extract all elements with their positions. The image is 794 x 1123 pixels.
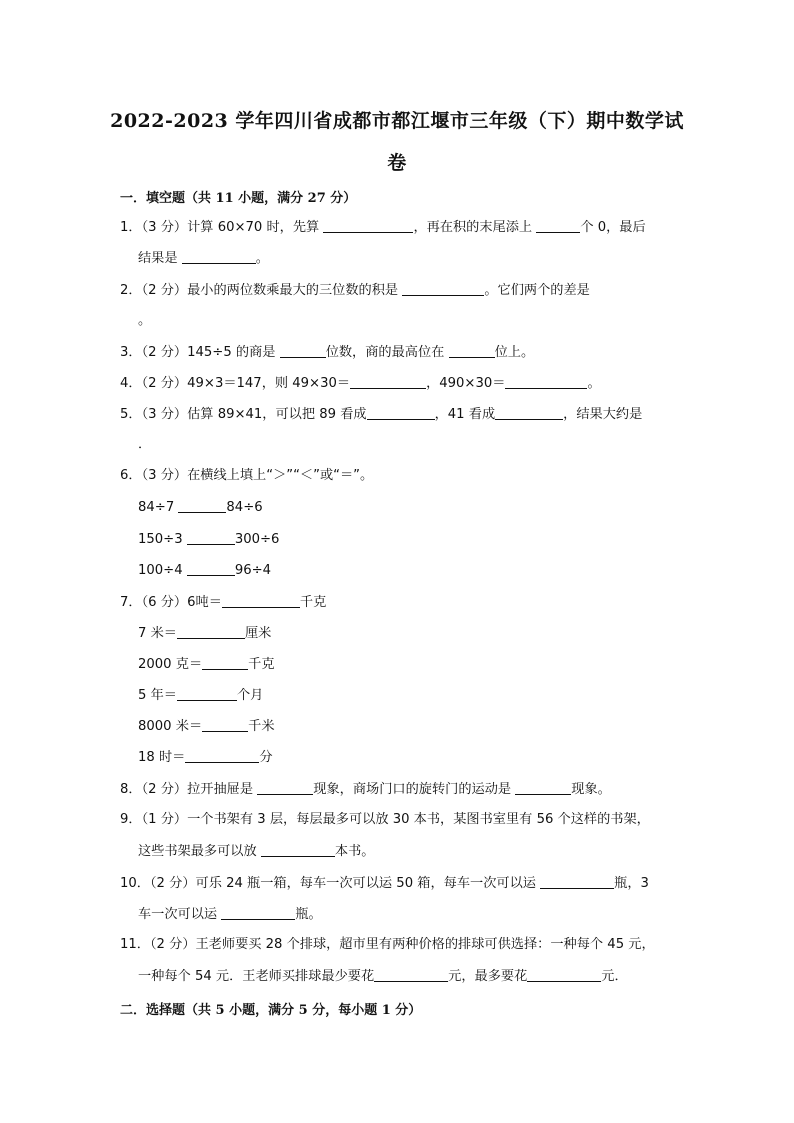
q4-blank-2[interactable] <box>505 374 587 389</box>
q10-blank-1[interactable] <box>540 874 614 889</box>
question-10-continued <box>138 905 322 924</box>
question-8 <box>120 780 611 799</box>
q7-row4-left: 8000 米＝ <box>138 719 203 734</box>
q5-text-a: 5．（3 分）估算 89×41，可以把 89 看成 <box>120 407 367 422</box>
q3-text-a: 3．（2 分）145÷5 的商是 <box>120 345 280 360</box>
question-2-continued: 。 <box>138 313 152 328</box>
q9-text-b: 这些书架最多可以放 <box>138 844 261 859</box>
q7-row5-right: 分 <box>259 750 273 765</box>
question-6-row-1 <box>138 498 263 517</box>
q6-row2-right: 300÷6 <box>234 532 280 547</box>
q6-row1-right: 84÷6 <box>226 500 263 515</box>
q6-blank-1[interactable] <box>178 498 226 513</box>
q7-row1-right: 厘米 <box>244 626 272 641</box>
q4-blank-1[interactable] <box>350 374 426 389</box>
q11-blank-2[interactable] <box>527 967 601 982</box>
q11-text-d: 元． <box>601 969 628 984</box>
question-9: 9．（1 分）一个书架有 3 层，每层最多可以放 30 本书，某图书室里有 56 个这样的书架， <box>120 812 650 827</box>
q7-row3-right: 个月 <box>236 688 264 703</box>
question-11-continued <box>138 967 628 986</box>
question-6-row-2 <box>138 530 279 549</box>
q6-row3-right: 96÷4 <box>234 563 272 578</box>
q5-blank-2[interactable] <box>495 405 563 420</box>
q7-row3-left: 5 年＝ <box>138 688 177 703</box>
q7-blank-1[interactable] <box>222 593 300 608</box>
question-7-row-1 <box>138 624 271 643</box>
q1-text-d: 结果是 <box>138 251 182 266</box>
q1-text-a: 1．（3 分）计算 60×70 时，先算 <box>120 220 324 235</box>
q10-text-b: 瓶，3 <box>614 876 649 891</box>
q10-text-c: 车一次可以运 <box>138 907 222 922</box>
question-1 <box>120 218 646 237</box>
q3-blank-1[interactable] <box>280 343 326 358</box>
q10-text-d: 瓶。 <box>295 907 322 922</box>
q8-text-a: 8．（2 分）拉开抽屉是 <box>120 782 258 797</box>
question-7 <box>120 593 326 612</box>
q7-row2-left: 2000 克＝ <box>138 657 203 672</box>
q7-row5-left: 18 时＝ <box>138 750 186 765</box>
question-4 <box>120 374 601 393</box>
question-11: 11．（2 分）王老师要买 28 个排球，超市里有两种价格的排球可供选择：一种每个 45 元， <box>120 937 655 952</box>
question-2 <box>120 281 590 300</box>
q6-row2-left: 150÷3 <box>138 532 187 547</box>
q9-text-c: 本书。 <box>334 844 375 859</box>
q10-blank-2[interactable] <box>221 905 295 920</box>
q11-blank-1[interactable] <box>374 967 448 982</box>
q3-text-b: 位数，商的最高位在 <box>325 345 449 360</box>
question-7-row-2 <box>138 655 275 674</box>
question-1-continued <box>138 249 269 268</box>
q1-text-e: 。 <box>255 251 269 266</box>
q7-text-a: 7．（6 分）6吨＝ <box>120 595 222 610</box>
question-6-row-3 <box>138 561 271 580</box>
q7-blank-2[interactable] <box>177 624 245 639</box>
q4-text-a: 4．（2 分）49×3＝147，则 49×30＝ <box>120 376 351 391</box>
q7-blank-4[interactable] <box>177 686 237 701</box>
section-heading-multiple-choice: 二．选择题（共 5 小题，满分 5 分，每小题 1 分） <box>120 1003 422 1018</box>
q1-text-c: 个 0，最后 <box>580 220 646 235</box>
q6-row3-left: 100÷4 <box>138 563 187 578</box>
q1-blank-2[interactable] <box>536 218 580 233</box>
page-title: 2022-2023 学年四川省成都市都江堰市三年级（下）期中数学试 <box>110 110 684 132</box>
q1-text-b: ，再在积的末尾添上 <box>413 220 537 235</box>
q7-blank-3[interactable] <box>202 655 248 670</box>
q3-text-c: 位上。 <box>494 345 535 360</box>
section-heading-fill-in: 一．填空题（共 11 小题，满分 27 分） <box>120 191 357 206</box>
question-3 <box>120 343 534 362</box>
q7-blank-6[interactable] <box>185 748 259 763</box>
q5-text-b: ，41 看成 <box>434 407 496 422</box>
q2-text-b: 。它们两个的差是 <box>484 283 590 298</box>
page-title-continued: 卷 <box>387 152 407 174</box>
q7-row1-left: 7 米＝ <box>138 626 177 641</box>
question-7-row-4 <box>138 717 275 736</box>
question-9-continued <box>138 842 374 861</box>
q9-blank-1[interactable] <box>261 842 335 857</box>
q5-blank-1[interactable] <box>367 405 435 420</box>
q1-blank-1[interactable] <box>323 218 413 233</box>
q1-blank-3[interactable] <box>182 249 256 264</box>
q7-blank-5[interactable] <box>202 717 248 732</box>
q8-blank-2[interactable] <box>515 780 571 795</box>
q2-text-a: 2．（2 分）最小的两位数乘最大的三位数的积是 <box>120 283 403 298</box>
question-7-row-3 <box>138 686 263 705</box>
q7-row4-right: 千米 <box>248 719 275 734</box>
q10-text-a: 10．（2 分）可乐 24 瓶一箱，每车一次可以运 50 箱，每车一次可以运 <box>120 876 541 891</box>
question-10 <box>120 874 649 893</box>
question-7-row-5 <box>138 748 273 767</box>
q2-blank-1[interactable] <box>402 281 484 296</box>
q8-text-c: 现象。 <box>571 782 611 797</box>
q6-blank-3[interactable] <box>187 561 235 576</box>
question-5 <box>120 405 642 424</box>
question-6: 6．（3 分）在横线上填上“＞”“＜”或“＝”。 <box>120 468 374 483</box>
q5-text-c: ，结果大约是 <box>563 407 643 422</box>
q4-text-b: ，490×30＝ <box>426 376 506 391</box>
q6-row1-left: 84÷7 <box>138 500 179 515</box>
q7-text-b: 千克 <box>299 595 327 610</box>
q6-blank-2[interactable] <box>187 530 235 545</box>
q3-blank-2[interactable] <box>449 343 495 358</box>
question-5-continued: ． <box>138 437 152 452</box>
q4-text-c: 。 <box>587 376 601 391</box>
q7-row2-right: 千克 <box>248 657 275 672</box>
q11-text-b: 一种每个 54 元．王老师买排球最少要花 <box>138 969 375 984</box>
q8-blank-1[interactable] <box>257 780 313 795</box>
q8-text-b: 现象，商场门口的旋转门的运动是 <box>313 782 516 797</box>
q11-text-c: 元，最多要花 <box>448 969 528 984</box>
